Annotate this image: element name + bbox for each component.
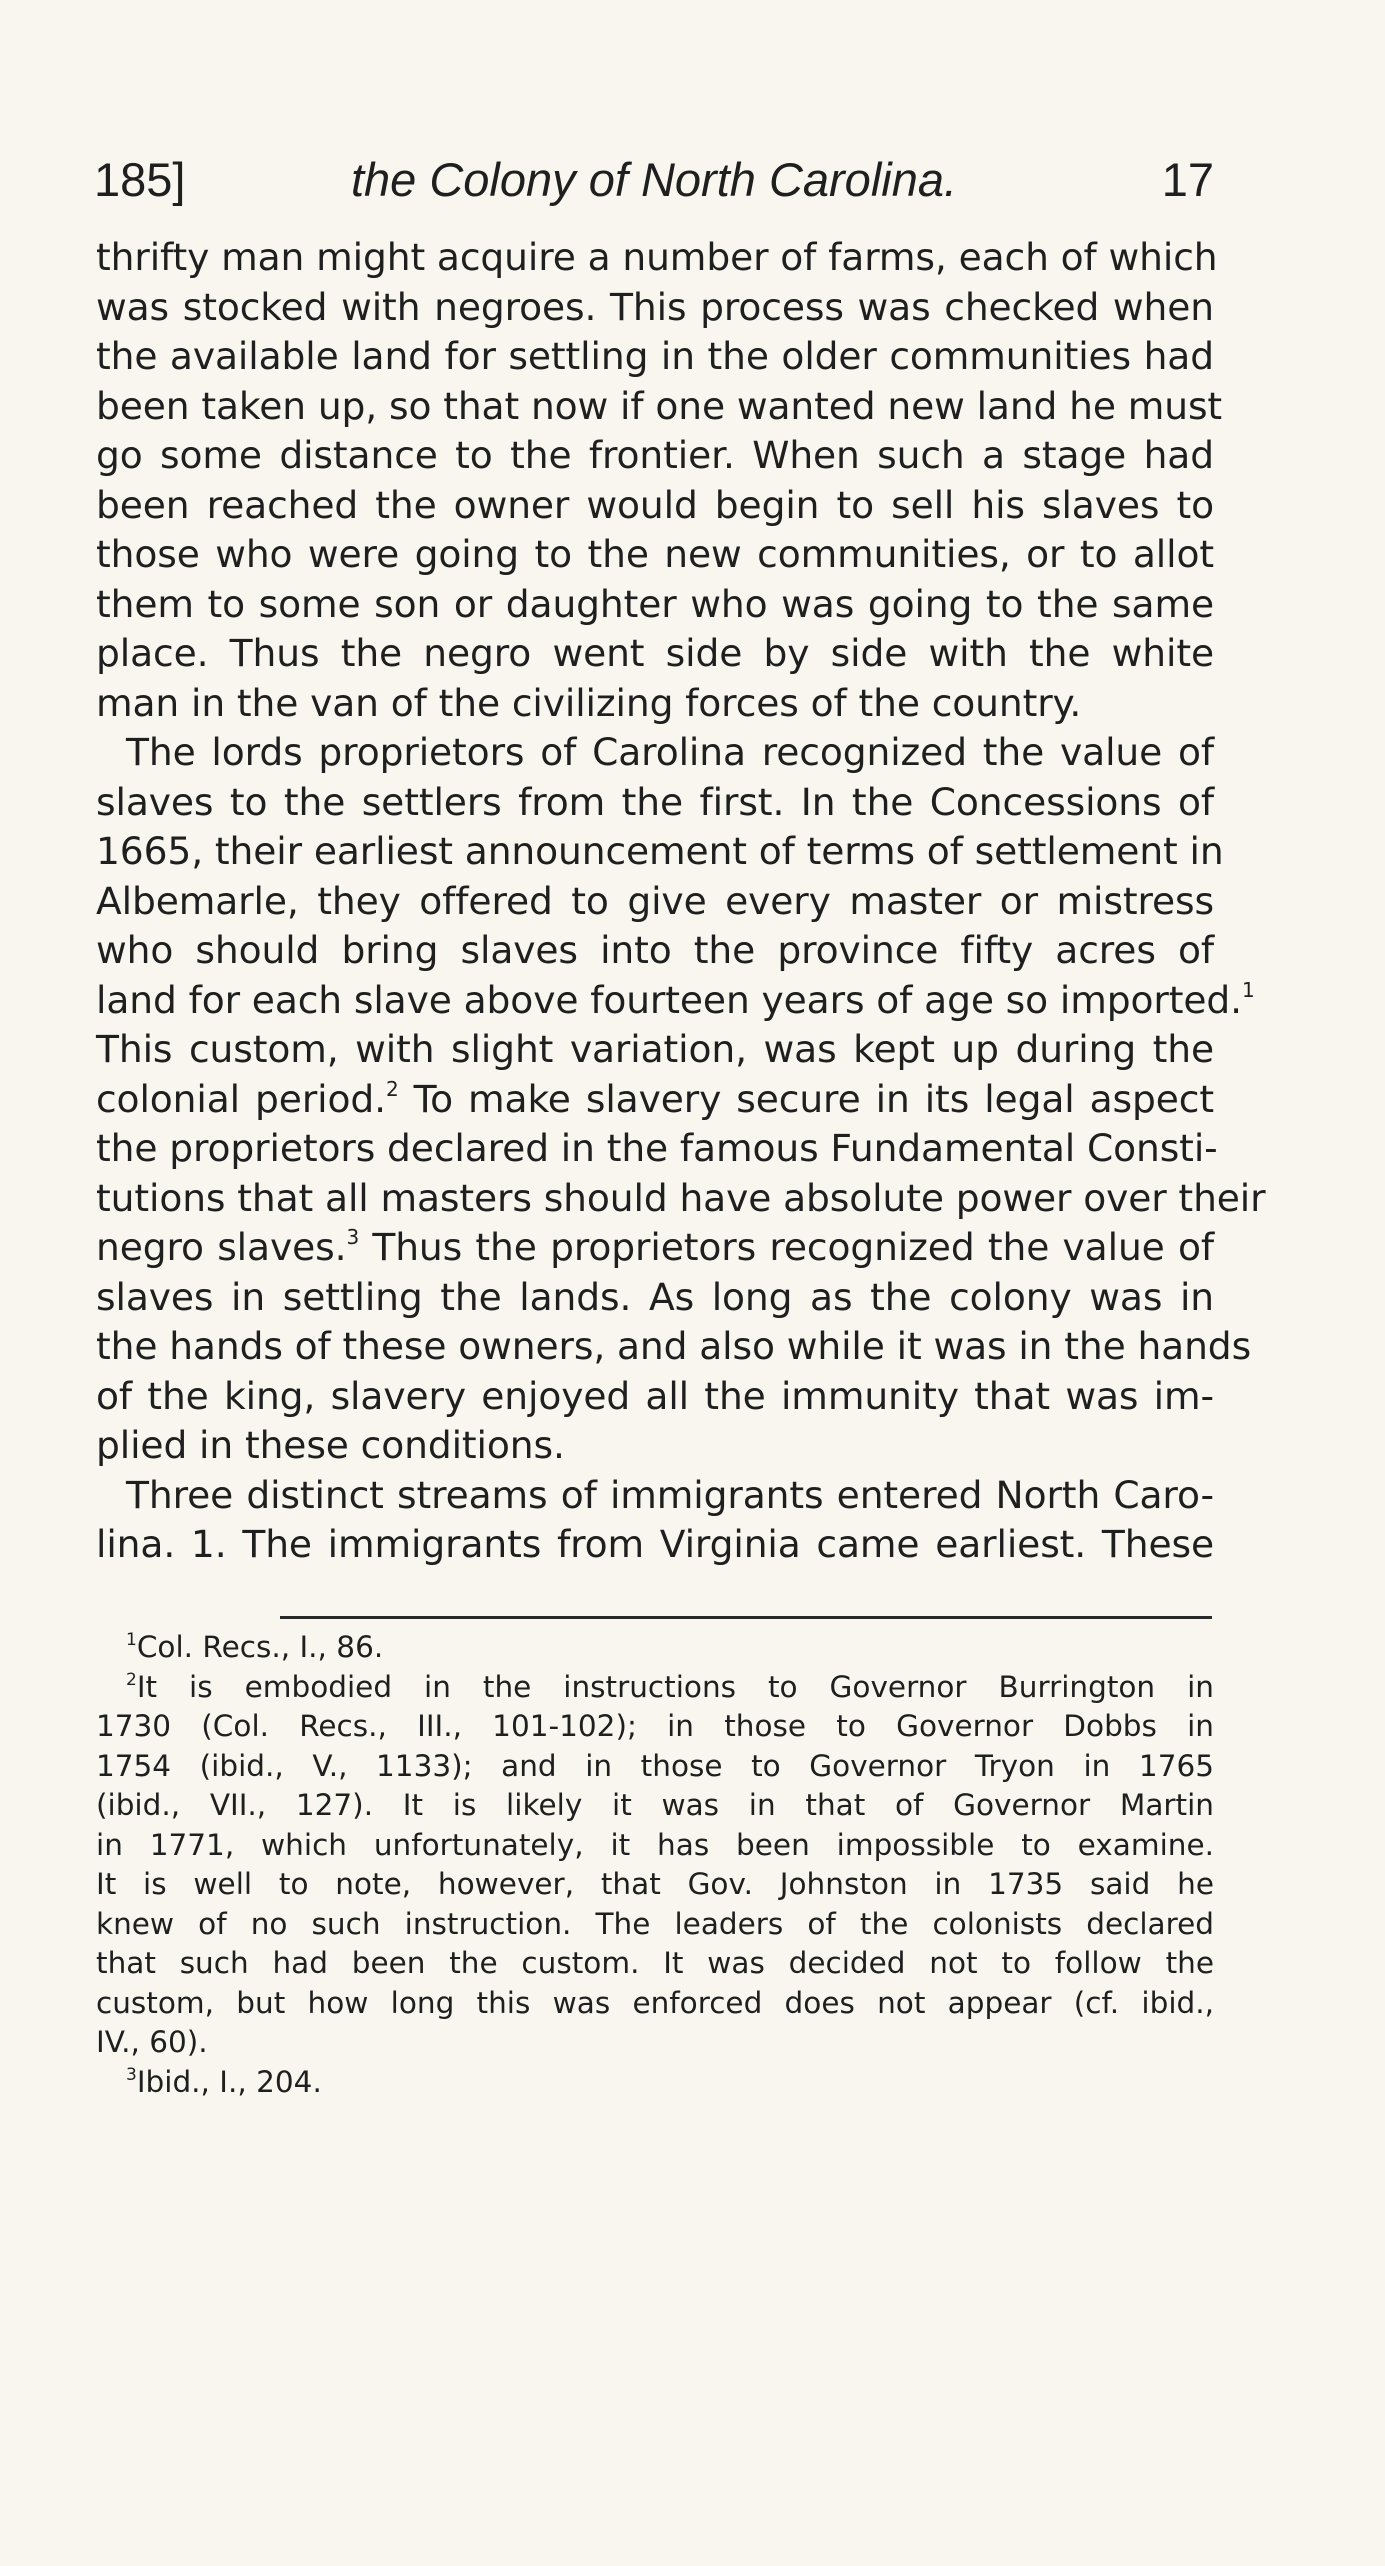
page-range-marker: 185] [94, 153, 186, 206]
footnote-text: Ibid., I., 204. [136, 2064, 322, 2099]
text-line: thrifty man might acquire a number of farms, each of which [96, 235, 1218, 279]
footnote-ref: 1 [1242, 977, 1255, 1002]
text-line: the proprietors declared in the famous Fundamental Consti- [96, 1126, 1218, 1170]
text-line: place. Thus the negro went side by side with the white [96, 631, 1214, 675]
running-head [94, 150, 1214, 210]
footnote-line: 1754 (ibid., V., 1133); and in those to Governor Tryon in 1765 [96, 1748, 1214, 1783]
text-line: the hands of these owners, and also while it was in the hands [96, 1324, 1252, 1368]
footnote-line: IV., 60). [96, 2025, 208, 2059]
footnote-ref: 3 [346, 1225, 360, 1249]
footnote-line: custom, but how long this was enforced does not appear (cf. ibid., [96, 1985, 1214, 2020]
text-line: was stocked with negroes. This process was checked when [96, 284, 1214, 329]
footnote-2 [96, 1668, 1214, 1708]
text-line [96, 1075, 1214, 1125]
text-line: Albemarle, they offered to give every master or mistress [96, 878, 1214, 923]
footnote-3 [96, 2063, 1214, 2103]
text-line: man in the van of the civilizing forces of the country. [96, 680, 1082, 725]
text-line: slaves in settling the lands. As long as the colony was in [96, 1274, 1214, 1319]
footnote-divider [280, 1616, 1212, 1619]
text-line: lina. 1. The immigrants from Virginia came earliest. These [96, 1522, 1214, 1566]
footnote-line: knew of no such instruction. The leaders of the colonists declared [96, 1906, 1214, 1941]
text-line: them to some son or daughter who was going to the same [96, 581, 1214, 626]
footnote-line: (ibid., VII., 127). It is likely it was in that of Governor Martin [96, 1788, 1214, 1822]
page-number: 17 [1161, 153, 1214, 206]
footnote-ref: 2 [386, 1076, 399, 1101]
footnote-mark: 3 [126, 2064, 137, 2085]
text-line: been taken up, so that now if one wanted new land he must [96, 383, 1223, 428]
line-text: To make slavery secure in its legal aspect [398, 1076, 1214, 1121]
text-line: the available land for settling in the older communities had [96, 334, 1214, 378]
footnote-text: Col. Recs., I., 86. [136, 1630, 384, 1664]
text-line [96, 1223, 1214, 1273]
text-line: This custom, with slight variation, was kept up during the [96, 1027, 1214, 1071]
footnote-line: It is well to note, however, that Gov. Johnston in 1735 said he [96, 1867, 1214, 1901]
footnotes [96, 1628, 1214, 2102]
footnote-mark: 1 [126, 1630, 137, 1650]
line-text: negro slaves. [96, 1225, 347, 1269]
text-line: slaves to the settlers from the first. In the Concessions of [96, 779, 1214, 824]
text-line: of the king, slavery enjoyed all the immunity that was im- [96, 1373, 1214, 1418]
text-line: 1665, their earliest announcement of terms of settlement in [96, 829, 1224, 873]
text-line: plied in these conditions. [96, 1423, 565, 1467]
footnote-mark: 2 [126, 1669, 137, 1690]
footnote-line: that such had been the custom. It was decided not to follow the [96, 1946, 1214, 1980]
line-text: Thus the proprietors recognized the value of [359, 1225, 1214, 1269]
text-line: been reached the owner would begin to sell his slaves to [96, 482, 1214, 527]
line-text: colonial period. [96, 1076, 386, 1121]
text-line: those who were going to the new communities, or to allot [96, 532, 1214, 576]
main-text [96, 233, 1266, 1570]
line-text: land for each slave above fourteen years of age so imported. [96, 977, 1242, 1022]
paragraph-start-line: The lords proprietors of Carolina recognized the value of [126, 730, 1214, 774]
footnote-text: It is embodied in the instructions to Governor Burrington in [136, 1669, 1214, 1704]
text-line: who should bring slaves into the province fifty acres of [96, 928, 1214, 972]
running-title: the Colony of North Carolina. [350, 153, 958, 206]
text-line: go some distance to the frontier. When such a stage had [96, 433, 1214, 477]
text-line [96, 976, 1255, 1026]
footnote-line: 1730 (Col. Recs., III., 101-102); in those to Governor Dobbs in [96, 1709, 1214, 1743]
footnote-1 [96, 1628, 1214, 1668]
paragraph-start-line: Three distinct streams of immigrants entered North Caro- [126, 1472, 1214, 1517]
text-line: tutions that all masters should have absolute power over their [96, 1175, 1266, 1220]
footnote-line: in 1771, which unfortunately, it has been impossible to examine. [96, 1827, 1214, 1862]
